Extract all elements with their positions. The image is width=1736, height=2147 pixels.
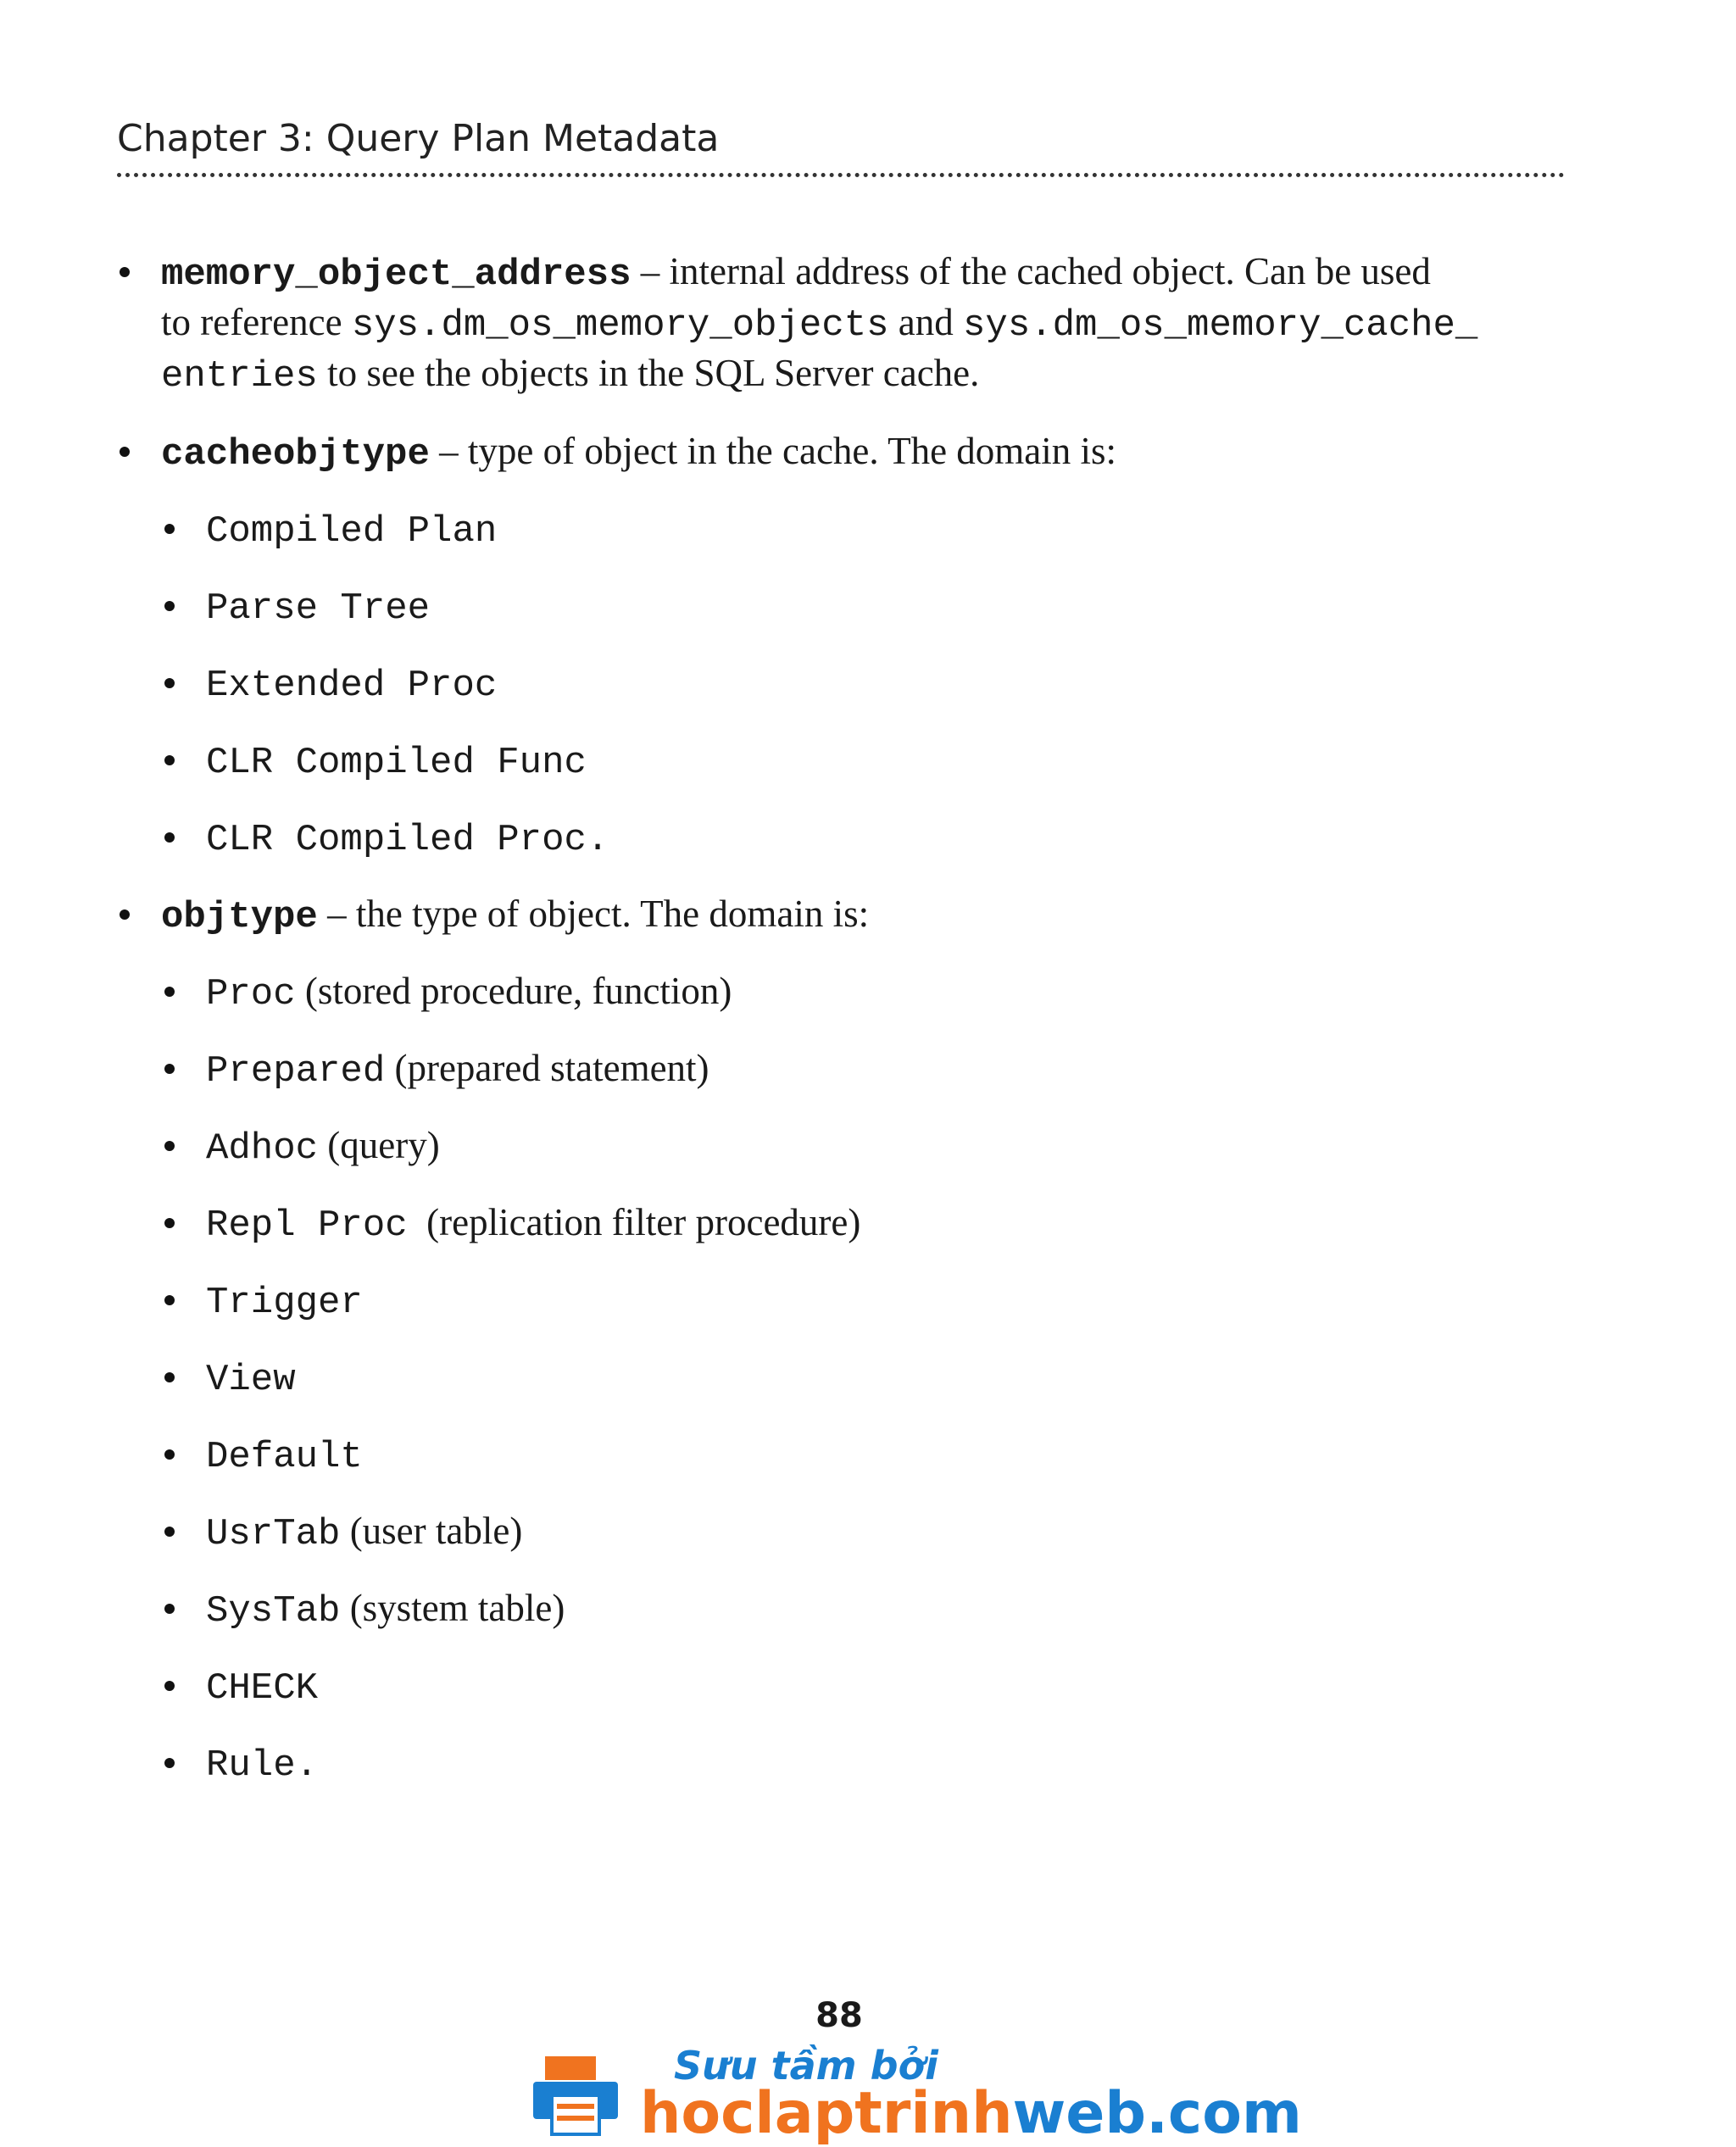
description-text: to see the objects in the SQL Server cache.: [317, 352, 980, 394]
value-note: (user table): [340, 1510, 523, 1552]
value-code: Rule.: [206, 1744, 319, 1787]
value-code: SysTab: [206, 1590, 341, 1632]
value-code: CHECK: [206, 1667, 319, 1710]
code-dm-os-memory-cache: sys.dm_os_memory_cache_: [963, 304, 1478, 347]
value-code: View: [206, 1359, 296, 1401]
bullet: [164, 678, 175, 688]
bullet: [164, 1295, 175, 1305]
watermark-site-part1: hoclaptrinh: [640, 2080, 1013, 2147]
sub-item-objtype: [206, 1428, 363, 1482]
list-item-cacheobjtype: [161, 426, 1116, 480]
watermark-logo: [530, 2043, 1302, 2147]
value-code: Extended Proc: [206, 665, 498, 707]
sub-item-objtype: [206, 1660, 318, 1714]
bullet: [120, 909, 130, 920]
value-note: (system table): [340, 1587, 565, 1629]
bullet: [164, 755, 175, 765]
bullet: [164, 1604, 175, 1614]
description-text: – type of object in the cache. The domain is:: [429, 430, 1117, 472]
sub-item-objtype: [206, 1351, 296, 1405]
sub-item-objtype: [206, 1043, 709, 1097]
value-code: Proc: [206, 973, 296, 1015]
sub-item-objtype: [206, 1582, 565, 1637]
sub-item-objtype: [206, 1505, 522, 1560]
value-code: Compiled Plan: [206, 510, 498, 553]
list-item-objtype: [161, 888, 869, 943]
watermark-tagline: Sưu tầm bởi: [674, 2043, 938, 2089]
bullet: [164, 1372, 175, 1382]
value-note: (replication filter procedure): [407, 1201, 861, 1243]
description-text: to reference: [161, 301, 352, 343]
watermark-site-name: [640, 2080, 1302, 2147]
value-note: (query): [318, 1124, 440, 1166]
value-code: Adhoc: [206, 1127, 319, 1170]
page-number: 88: [815, 1996, 863, 2035]
bullet: [164, 1218, 175, 1228]
list-item-continuation: [161, 297, 1477, 351]
bullet: [164, 1527, 175, 1537]
sub-item-cacheobjtype: [206, 503, 497, 557]
description-text: and: [888, 301, 964, 343]
term-objtype: objtype: [161, 896, 318, 938]
sub-item-cacheobjtype: [206, 734, 587, 788]
header-divider: [117, 173, 1565, 177]
description-text: – the type of object. The domain is:: [317, 893, 870, 935]
bullet: [164, 601, 175, 611]
term-cacheobjtype: cacheobjtype: [161, 433, 430, 476]
value-note: (prepared statement): [385, 1047, 709, 1089]
value-code: Repl Proc: [206, 1204, 408, 1247]
sub-item-cacheobjtype: [206, 657, 497, 711]
value-code: CLR Compiled Func: [206, 742, 587, 784]
sub-item-objtype: [206, 1274, 363, 1328]
code-dm-os-memory-objects: sys.dm_os_memory_objects: [351, 304, 889, 347]
bullet: [164, 1141, 175, 1151]
value-code: Prepared: [206, 1050, 386, 1093]
description-text: – internal address of the cached object. Can be used: [631, 250, 1431, 292]
bullet: [164, 1758, 175, 1768]
sub-item-objtype: [206, 1120, 440, 1174]
sub-item-objtype: [206, 1737, 318, 1791]
value-code: Trigger: [206, 1282, 363, 1324]
value-code: UsrTab: [206, 1513, 341, 1555]
bullet: [164, 1681, 175, 1691]
list-item-continuation: [161, 348, 979, 402]
value-code: CLR Compiled Proc.: [206, 819, 609, 861]
sub-item-cacheobjtype: [206, 580, 430, 634]
bullet: [120, 267, 130, 277]
chapter-header: Chapter 3: Query Plan Metadata: [117, 117, 720, 160]
value-note: (stored procedure, function): [295, 970, 732, 1012]
sub-item-objtype: [206, 965, 732, 1020]
bullet: [164, 832, 175, 843]
watermark-site-part2: web.com: [1012, 2080, 1302, 2147]
bullet: [164, 1064, 175, 1074]
list-item-memory-object-address: [161, 246, 1483, 300]
sub-item-objtype: [206, 1197, 860, 1251]
bullet: [120, 447, 130, 457]
code-entries: entries: [161, 355, 318, 398]
term-memory-object-address: memory_object_address: [161, 253, 632, 296]
value-code: Parse Tree: [206, 587, 431, 630]
sub-item-cacheobjtype: [206, 811, 609, 865]
printer-logo-icon: [530, 2053, 623, 2138]
bullet: [164, 1449, 175, 1460]
bullet: [164, 987, 175, 997]
bullet: [164, 524, 175, 534]
value-code: Default: [206, 1436, 363, 1478]
